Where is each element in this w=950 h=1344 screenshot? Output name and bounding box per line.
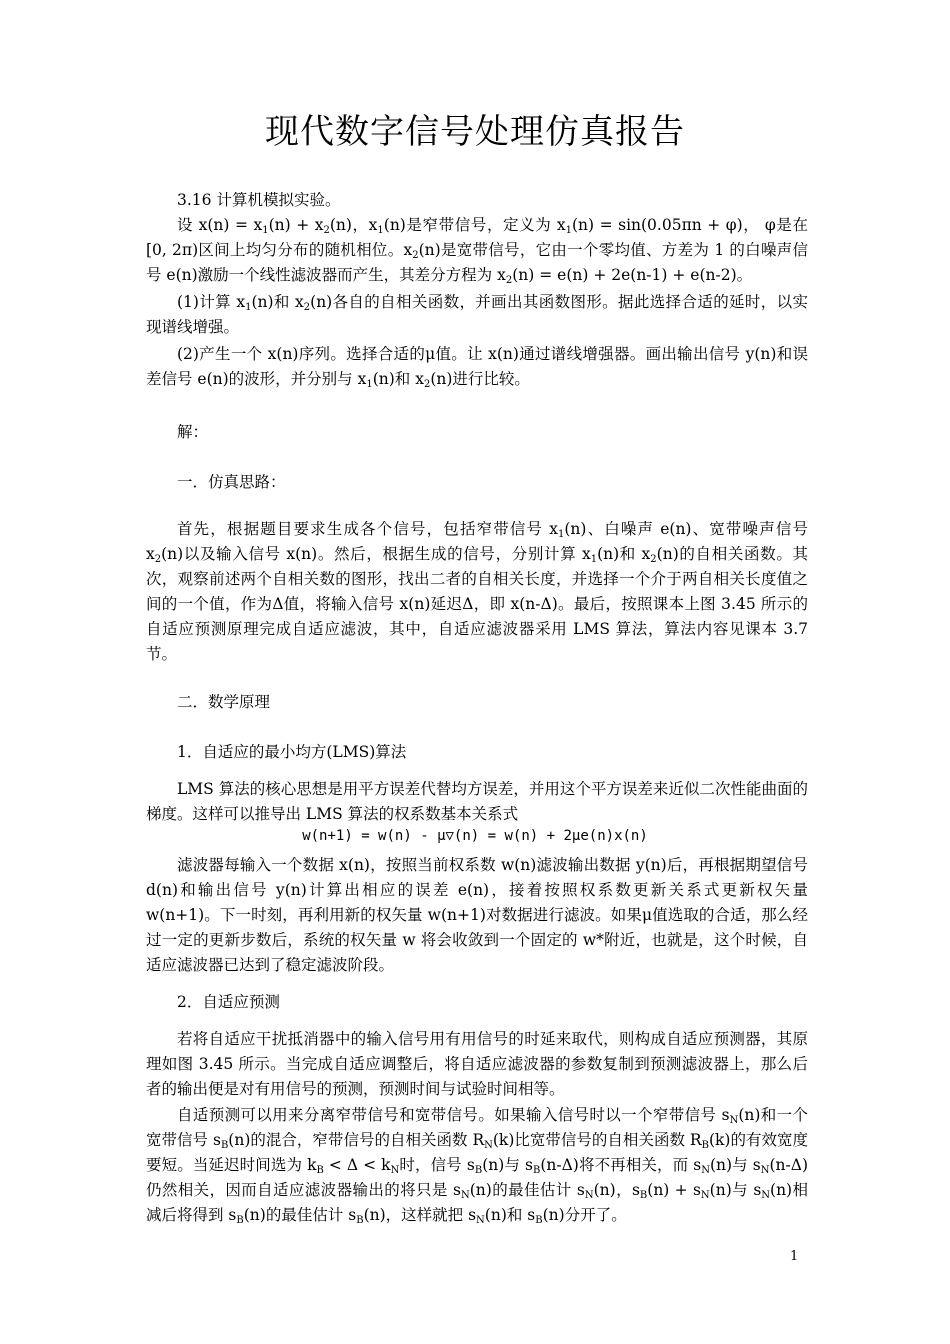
problem-heading: 3.16 计算机模拟实验。 <box>177 191 341 209</box>
prediction-paragraph-1: 若将自适应干扰抵消器中的输入信号用有用信号的时延来取代，则构成自适应预测器，其原理如图 3.45 所示。当完成自适应调整后，将自适应滤波器的参数复制到预测滤波器上，那么后者的输出便是对有用信号的预测，预测时间与试验时间相等。 <box>146 1030 808 1098</box>
solution-label: 解： <box>177 423 209 441</box>
lms-heading: 1．自适应的最小均方(LMS)算法 <box>177 743 407 761</box>
lms-paragraph-2: 滤波器每输入一个数据 x(n)，按照当前权系数 w(n)滤波输出数据 y(n)后，再根据期望信号 d(n)和输出信号 y(n)计算出相应的误差 e(n)，接着按照权系数更新关系式更新权矢量 w(n+1)。下一时刻，再利用新的权矢量 w(n+1)对数据进行滤波。如果μ值选取的合适，那么经过一定的更新步数后，系统的权矢量 w 将会收敛到一个固定的 w*附近，也就是，这个时候，自适应滤波器已达到了稳定滤波阶段。 <box>146 856 808 974</box>
lms-formula: w(n+1) = w(n) - μ▽(n) = w(n) + 2μe(n)x(n) <box>302 828 648 844</box>
section-2-heading: 二．数学原理 <box>177 693 271 711</box>
problem-task-1: (1)计算 $x_1(n)$和 $x_2(n)$各自的自相关函数，并画出其函数图形。据此选择合适的延时，以实现谱线增强。 <box>146 293 808 336</box>
prediction-paragraph-2: 自适预测可以用来分离窄带信号和宽带信号。如果输入信号时以一个窄带信号 $s_N(n)$和一个宽带信号 $s_B(n)$的混合，窄带信号的自相关函数 $R_N(k)$比宽带信号的自相关函数 $R_B(k)$的有效宽度要短。当延迟时间选为 $k_B < \Delta < k_N$时，信号 $s_B(n)$与 $s_B(n-\Delta)$将不再相关，而 $s_N(n)$与 $s_N(n-\Delta)$仍然相关，因而自适应滤波器输出的将只是 $s_N(n)$的最佳估计 $s_N(n)$，$s_B(n) + s_N(n)$与 $s_N(n)$相减后将得到 $s_B(n)$的最佳估计 $s_B(n)$，这样就把 $s_N(n)$和 $s_B(n)$分开了。 <box>146 1106 808 1226</box>
section-1-paragraph: 首先，根据题目要求生成各个信号，包括窄带信号 $x_1(n)$、白噪声 e(n)、宽带噪声信号 $x_2(n)$以及输入信号 x(n)。然后，根据生成的信号，分别计算 $x_1(n)$和 $x_2(n)$的自相关函数。其次，观察前述两个自相关数的图形，找出二者的自相关长度，并选择一个介于两自相关长度值之间的一个值，作为Δ值，将输入信号 x(n)延迟Δ，即 x(n-Δ)。最后，按照课本上图 3.45 所示的自适应预测原理完成自适应滤波，其中，自适应滤波器采用 LMS 算法，算法内容见课本 3.7 节。 <box>146 520 809 663</box>
adaptive-prediction-heading: 2．自适应预测 <box>177 993 280 1011</box>
page-number: 1 <box>790 1249 799 1264</box>
section-1-heading: 一．仿真思路： <box>177 473 286 491</box>
page-title: 现代数字信号处理仿真报告 <box>265 112 685 152</box>
problem-setup-paragraph: 设 $x(n) = x_1(n) + x_2(n)$，$x_1(n)$是窄带信号，定义为 $x_1(n) = \sin(0.05\pi n + \varphi)$， φ是在[0, 2π)区间上均匀分布的随机相位。$x_2(n)$是宽带信号，它由一个零均值、方差为 1 的白噪声信号 e(n)激励一个线性滤波器而产生，其差分方程为 $x_2(n) = e(n) + 2e(n-1) + e(n-2)$。 <box>146 216 808 286</box>
problem-task-2: (2)产生一个 x(n)序列。选择合适的μ值。让 x(n)通过谱线增强器。画出输出信号 y(n)和误差信号 e(n)的波形，并分别与 $x_1(n)$和 $x_2(n)$进行比较。 <box>146 345 808 390</box>
lms-paragraph-1: LMS 算法的核心思想是用平方误差代替均方误差，并用这个平方误差来近似二次性能曲面的梯度。这样可以推导出 LMS 算法的权系数基本关系式 <box>146 780 808 823</box>
